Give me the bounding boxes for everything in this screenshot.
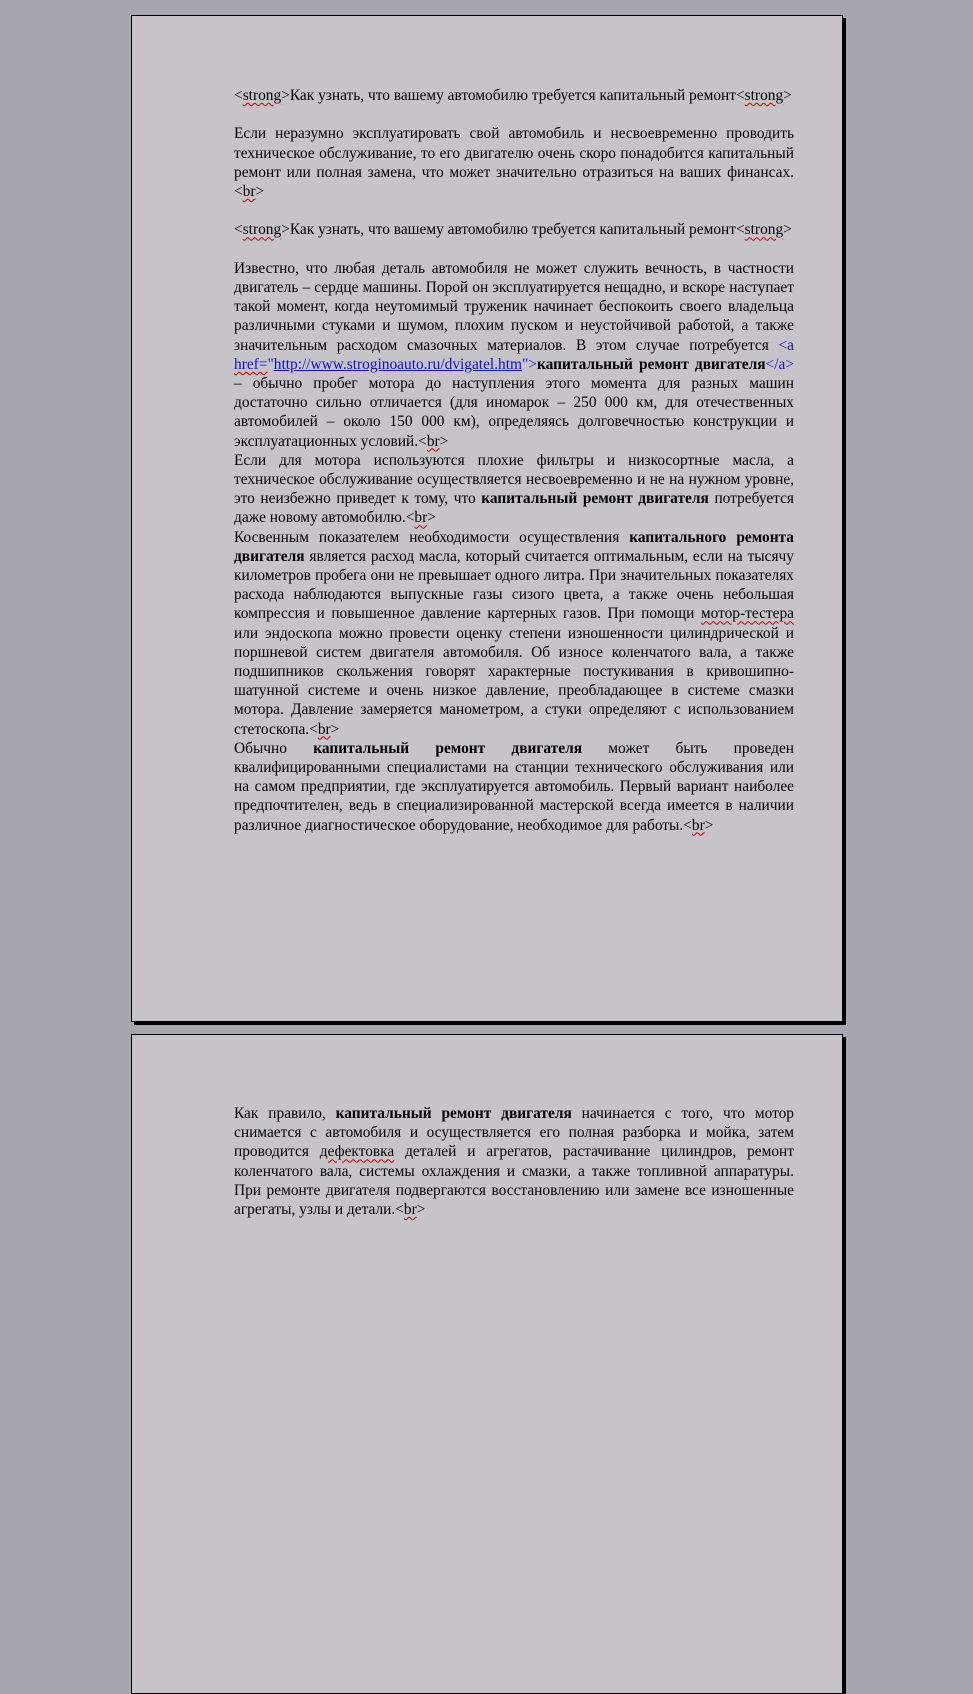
tag-bracket: > [783, 87, 792, 104]
flagged-word[interactable]: br [403, 1201, 417, 1219]
flagged-word[interactable]: дефектовка [319, 1143, 395, 1161]
tag-bracket: < [735, 87, 745, 104]
body-paragraph [234, 528, 794, 739]
href-close: "> [521, 355, 537, 373]
flagged-word[interactable]: strong [744, 221, 784, 239]
paragraph-text: Если неразумно эксплуатировать свой автомобиль и несвоевременно проводить техническое обслуживание, то его двигателю очень скоро понадобится капитальный ремонт или полная замена, что может значительно отразиться на ваших финансах. [234, 125, 794, 181]
hyperlink-url[interactable]: http://www.stroginoauto.ru/dvigatel.htm [273, 355, 522, 373]
paragraph-text: начинается с того, что мотор снимается с автомобиля и осуществляется его полная разборка и мойка, затем проводится [234, 1105, 794, 1161]
flagged-word[interactable]: br [414, 509, 428, 527]
flagged-word[interactable]: br [691, 816, 705, 834]
tag-bracket: < [683, 816, 692, 834]
paragraph-text: является расход масла, который считается оптимальным, если на тысячу километров пробега они не превышает одного литра. При значительных показателях расхода наблюдаются выпускные газы сизого цвета, а также очень небольшая компрессия и повышенное давление картерных газов. При помощи [234, 547, 794, 623]
paragraph-text: деталей и агрегатов, растачивание цилиндров, ремонт коленчатого вала, системы охлаждения и смазки, а также топливной аппаратуры. При ремонте двигателя подвергаются восстановлению или замене все изношенные агрегаты, узлы и детали. [234, 1143, 794, 1219]
tag-bracket: < [405, 509, 415, 527]
heading-text: Как узнать, что вашему автомобилю требуется капитальный ремонт [289, 87, 736, 104]
paragraph-text: Косвенным показателем необходимости осуществления [234, 528, 630, 546]
flagged-word[interactable]: strong [744, 87, 784, 104]
paragraph-text: потребуется даже новому автомобилю. [234, 490, 795, 527]
paragraph-text: Если для мотора используются плохие фильтры и низкосортные масла, а техническое обслуживание осуществляется несвоевременно и не на нужном уровне, это неизбежно приведет к тому, что [234, 451, 794, 508]
bold-phrase: капитального ремонта двигателя [234, 528, 794, 565]
tag-bracket: < [234, 87, 243, 104]
heading-paragraph [234, 86, 794, 105]
body-paragraph [234, 739, 794, 835]
body-paragraph [234, 259, 794, 451]
anchor-open-tag: <a [778, 336, 794, 354]
anchor-close-tag: </a> [765, 355, 794, 373]
tag-bracket: > [783, 221, 792, 239]
intro-paragraph [234, 124, 794, 201]
page-1-body [234, 86, 794, 835]
tag-bracket: > [330, 720, 340, 738]
body-paragraph [234, 1104, 794, 1219]
tag-bracket: < [309, 720, 318, 738]
flagged-word[interactable]: br [426, 432, 440, 450]
document-page-2 [131, 1034, 843, 1694]
paragraph-text: Как правило, [234, 1105, 336, 1122]
bold-phrase: капитальный ремонт двигателя [313, 739, 583, 757]
paragraph-text: или эндоскопа можно провести оценку степени изношенности цилиндрической и поршневой систем двигателя автомобиля. Об износе коленчатого вала, а также подшипников скольжения говорят характерные постукивания в кривошипно-шатунной системе и очень низкое давление, преобладающее в системе смазки мотора. Давление замеряется манометром, а стуки определяют с использованием стетоскопа. [234, 624, 794, 738]
heading-text: Как узнать, что вашему автомобилю требуется капитальный ремонт [289, 221, 736, 239]
tag-bracket: > [416, 1201, 426, 1219]
tag-bracket: < [418, 432, 427, 450]
paragraph-text: Известно, что любая деталь автомобиля не может служить вечность, в частности двигатель – сердце машины. Порой он эксплуатируется нещадно, и вскоре наступает такой момент, когда неутомимый труженик начинает беспокоить своего владельца различными стуками и шумом, плохим пуском и неустойчивой работой, а также значительным расходом смазочных материалов. В этом случае потребуется [234, 259, 794, 354]
tag-bracket: < [735, 221, 745, 239]
bold-phrase: капитальный ремонт двигателя [335, 1105, 572, 1122]
tag-bracket: > [281, 87, 290, 104]
bold-phrase: капитальный ремонт двигателя [536, 355, 766, 373]
flagged-word[interactable]: br [242, 183, 256, 200]
flagged-word[interactable]: strong [242, 87, 282, 104]
flagged-word[interactable]: мотор-тестера [700, 605, 794, 623]
heading-paragraph [234, 220, 794, 239]
flagged-word[interactable]: strong [242, 221, 282, 239]
tag-bracket: < [395, 1201, 404, 1219]
paragraph-text: может быть проведен квалифицированными специалистами на станции технического обслуживания или на самом предприятии, где эксплуатируется автомобиль. Первый вариант наиболее предпочтителен, ведь в специализированной мастерской всегда имеется в наличии различное диагностическое оборудование, необходимое для работы. [234, 739, 795, 834]
tag-bracket: > [439, 432, 449, 450]
href-attribute[interactable]: href= [234, 355, 268, 373]
tag-bracket: < [234, 221, 243, 239]
flagged-word[interactable]: br [317, 720, 331, 738]
tag-bracket: > [281, 221, 290, 239]
tag-bracket: > [255, 183, 265, 200]
tag-bracket: > [704, 816, 714, 834]
tag-bracket: < [234, 183, 243, 200]
page-2-body [234, 1104, 794, 1219]
body-paragraph [234, 451, 794, 528]
tag-bracket: > [427, 509, 436, 527]
document-page-1 [131, 15, 843, 1022]
paragraph-text: Обычно [234, 739, 314, 757]
bold-phrase: капитальный ремонт двигателя [481, 490, 709, 508]
paragraph-text: – обычно пробег мотора до наступления этого момента для разных машин достаточно сильно отличается (для иномарок – 250 000 км, для отечественных автомобилей – около 150 000 км), определяясь долговечностью конструкции и эксплуатационных условий. [234, 375, 794, 450]
href-quote: " [267, 355, 274, 373]
